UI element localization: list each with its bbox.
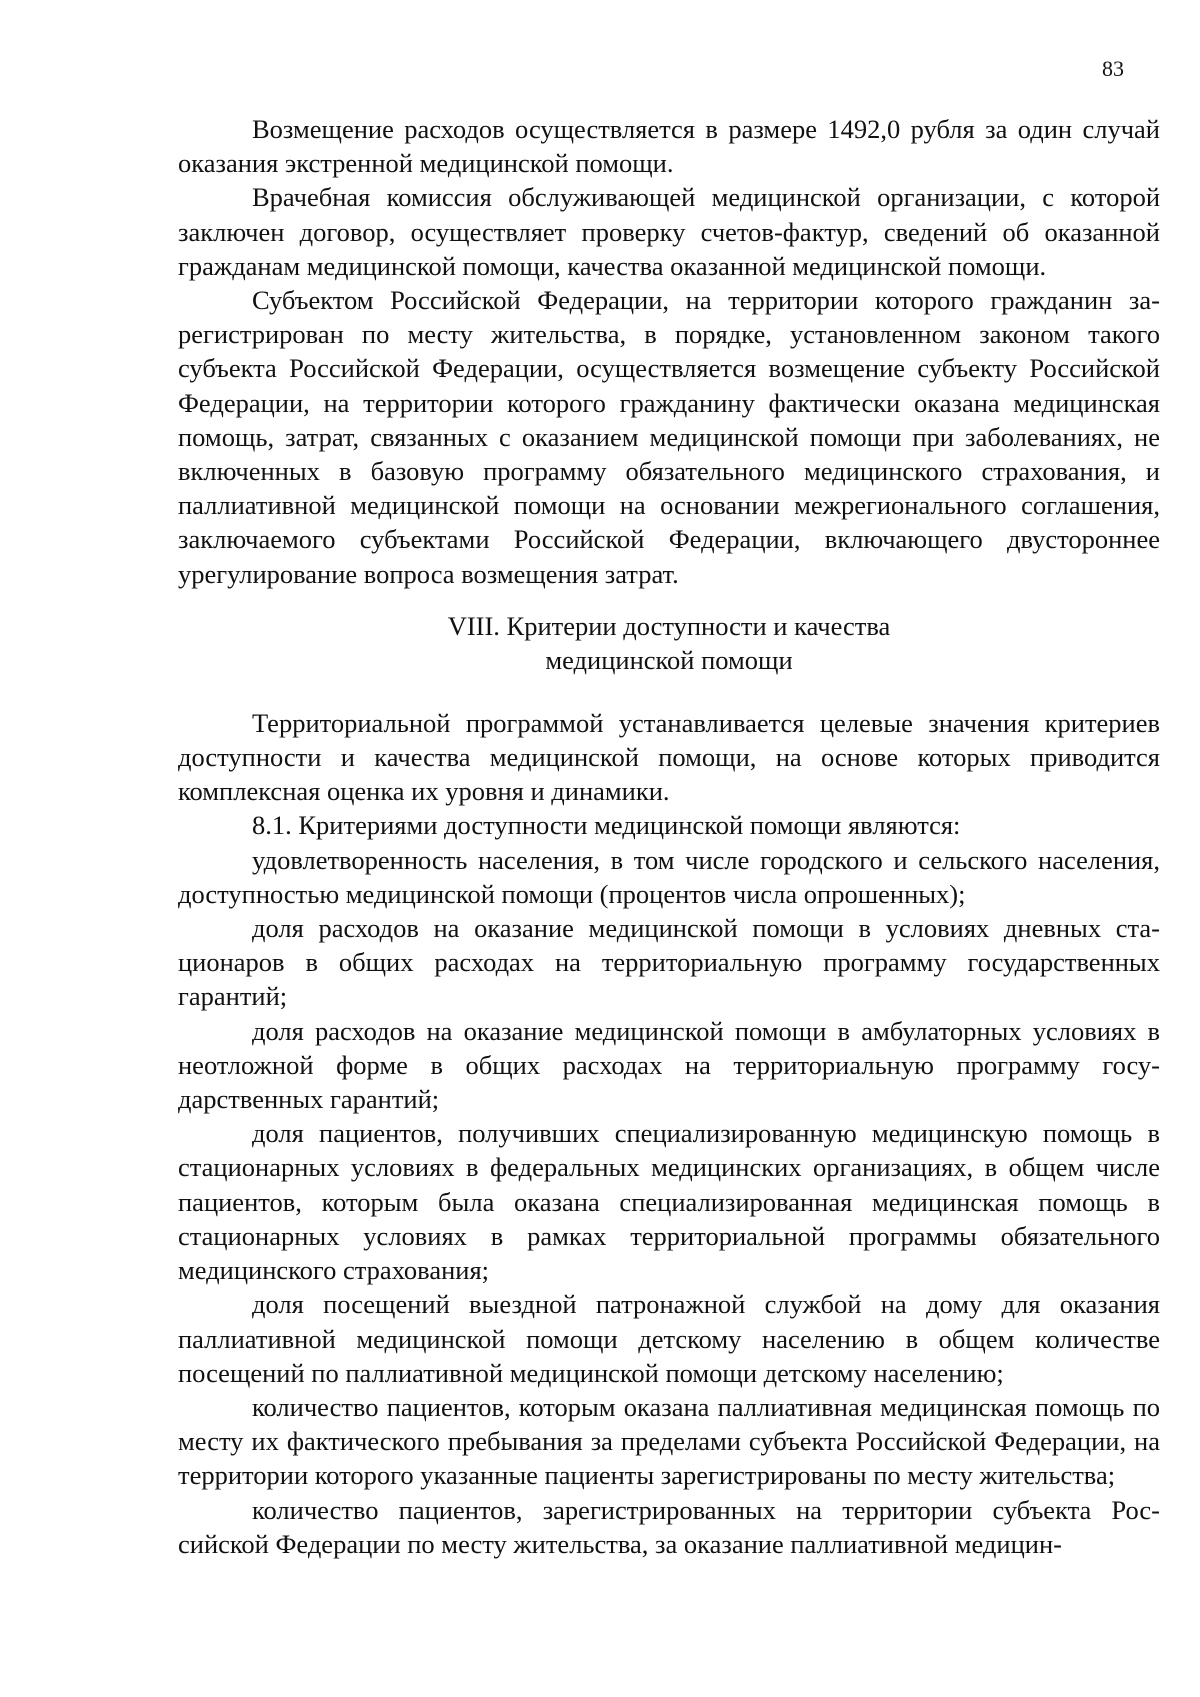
paragraph-criteria-8-1: 8.1. Критериями доступности медицинской помощи являются: [252,810,961,841]
list-item-palliative-outside-region: количество пациентов, которым оказана паллиативная медицинская помощь по месту их фактического пребывания за пределами субъекта Российской Федерации, на территории которого указанные пациенты зарегистрированы по месту жительства; [178,1391,1160,1491]
section-heading-line-1: VIII. Критерии доступности и качества [447,610,891,641]
section-heading [178,609,1160,677]
list-item-palliative-registered: количество пациентов, зарегистрированных на территории субъекта Российской Федерации по месту жительства, за оказание паллиативной медицин- [178,1494,1160,1559]
paragraph-criteria-intro: Территориальной программой устанавливается целевые значения критериев доступности и качества медицинской помощи, на основе которых приводится комплексная оценка их уровня и динамики. [178,707,1160,807]
document-body [178,112,1160,1561]
section-heading-line-2: медицинской помощи [545,644,793,675]
list-item-ambulatory-urgent-share: доля расходов на оказание медицинской помощи в амбулаторных условиях в неотложной форме в общих расходах на территориальную программу государственных гарантий; [178,1015,1160,1115]
list-item-day-hospital-share: доля расходов на оказание медицинской помощи в условиях дневных стационаров в общих расходах на территориальную программу государственных гарантий; [178,913,1160,1012]
list-item-palliative-home-visits: доля посещений выездной патронажной службой на дому для оказания паллиативной медицинской помощи детскому населению в общем количестве посещений по паллиативной медицинской помощи детскому населению; [178,1289,1160,1388]
paragraph-compensation-amount: Возмещение расходов осуществляется в размере 1492,0 рубля за один случай оказания экстренной медицинской помощи. [178,114,1160,179]
list-item-federal-patients-share: доля пациентов, получивших специализированную медицинскую помощь в стационарных условиях в федеральных медицинских организациях, в общем числе пациентов, которым была оказана специализированная медицинская помощь в стационарных условиях в рамках территориальной программы обязательного медицинского страхования; [178,1118,1160,1286]
list-item-satisfaction: удовлетворенность населения, в том числе городского и сельского населения, доступностью медицинской помощи (процентов числа опрошенных); [178,844,1160,909]
paragraph-medical-commission: Врачебная комиссия обслуживающей медицинской организации, с которой заключен договор, осуществляет проверку счетов-фактур, сведений об оказанной гражданам медицинской помощи, качества оказанной медицинской помощи. [178,182,1160,281]
page-number: 83 [1102,56,1124,81]
paragraph-subject-compensation: Субъектом Российской Федерации, на территории которого гражданин зарегистрирован по месту жительства, в порядке, установленном законом такого субъекта Российской Федерации, осуществляется возмещение субъекту Российской Федерации, на территории которого гражданину фактически оказана медицинская помощь, затрат, связанных с оказанием медицинской помощи при заболеваниях, не включенных в базовую программу обязательного медицинского страхования, и паллиативной медицинской помощи на основании межрегионального соглашения, заключаемого субъектами Российской Федерации, включающего двустороннее урегулирование вопроса возмещения затрат. [178,285,1160,589]
